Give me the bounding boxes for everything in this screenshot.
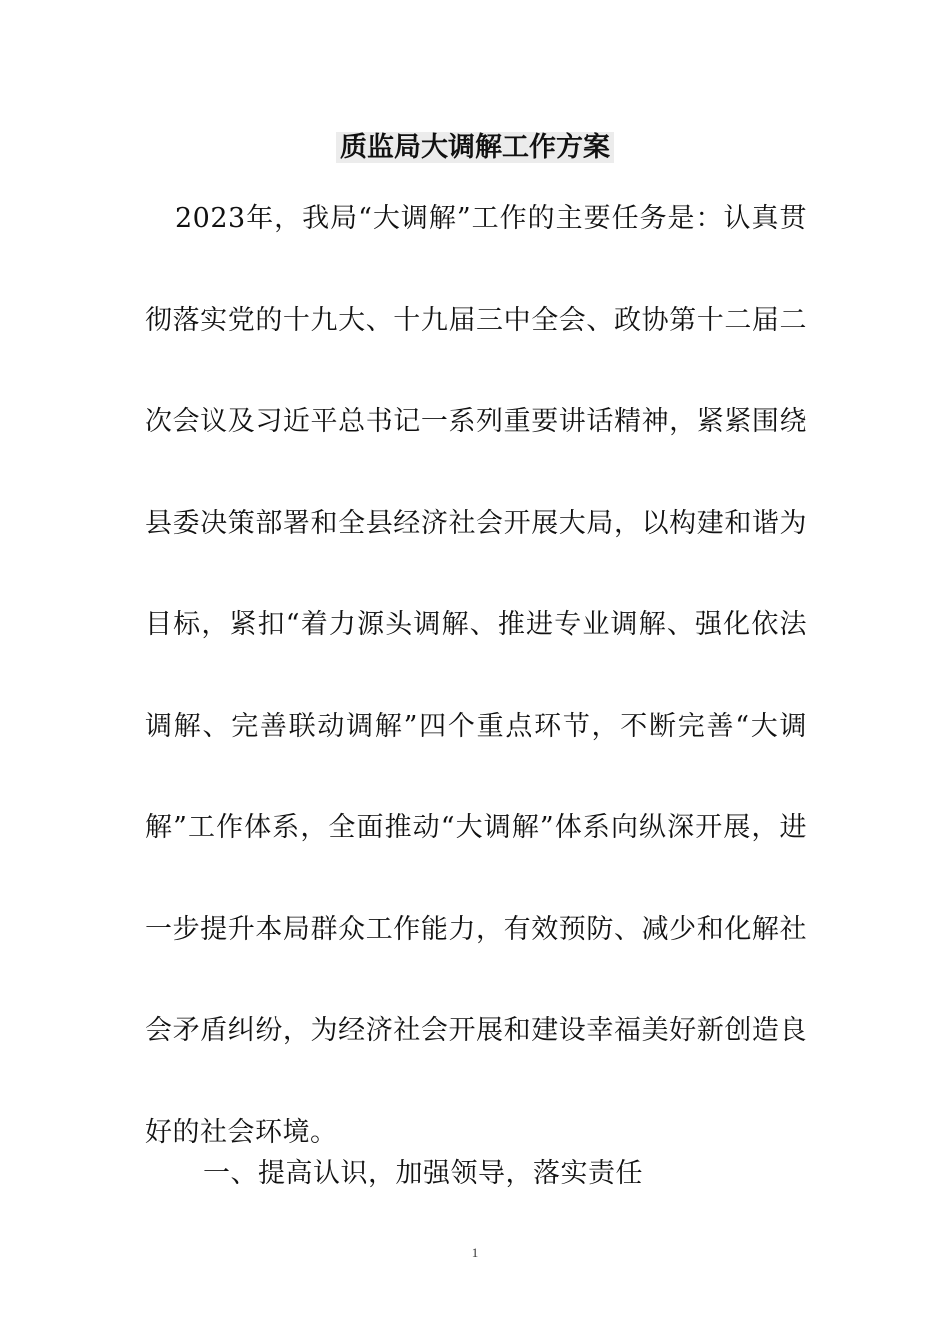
document-title <box>0 128 950 168</box>
body-paragraph: 2023年，我局“大调解”工作的主要任务是：认真贯彻落实党的十九大、十九届三中全会、政协第十二届二次会议及习近平总书记一系列重要讲话精神，紧紧围绕县委决策部署和全县经济社会开展大局，以构建和谐为目标，紧扣“着力源头调解、推进专业调解、强化依法调解、完善联动调解”四个重点环节，不断完善“大调解”工作体系，全面推动“大调解”体系向纵深开展，进一步提升本局群众工作能力，有效预防、减少和化解社会矛盾纠纷，为经济社会开展和建设幸福美好新创造良好的社会环境。 <box>145 203 807 1148</box>
page-number: 1 <box>471 1245 479 1260</box>
section-heading: 一、提高认识，加强领导，落实责任 <box>203 1158 643 1189</box>
document-title-text: 质监局大调解工作方案 <box>336 132 614 163</box>
